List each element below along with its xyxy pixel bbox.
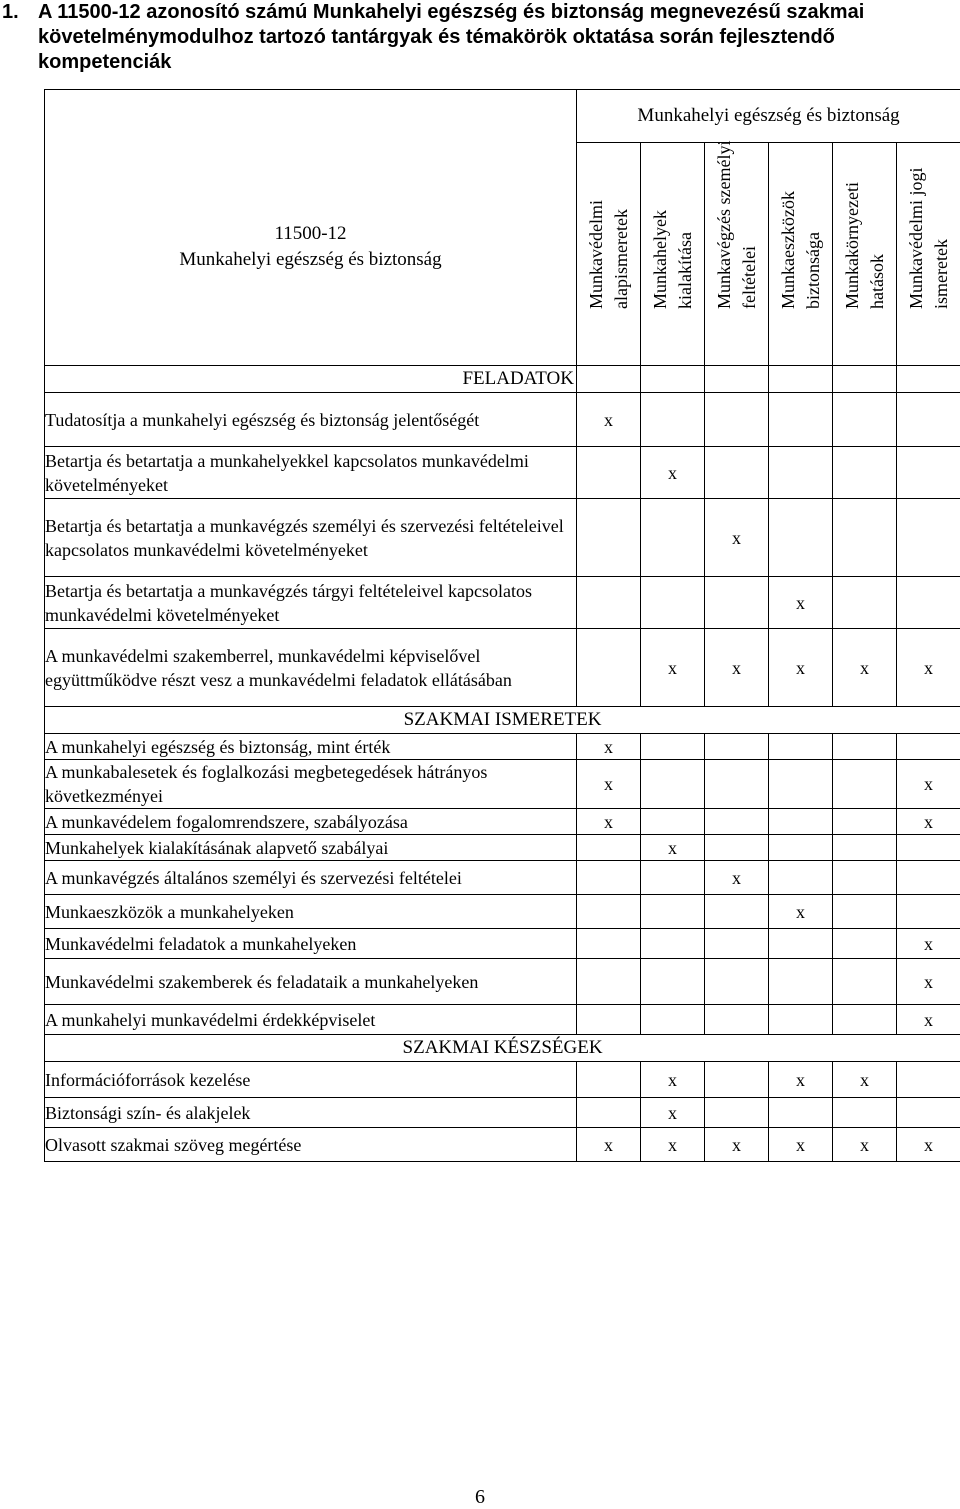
mark-cell: x (641, 1128, 705, 1162)
mark-cell (833, 447, 897, 499)
table-corner-cell (45, 90, 577, 366)
mark-cell: x (769, 629, 833, 707)
section-header-row (45, 707, 960, 734)
mark-cell (897, 861, 960, 895)
table-row (45, 895, 960, 929)
mark-cell (577, 1062, 641, 1098)
empty-cell (577, 366, 641, 393)
table-row (45, 577, 960, 629)
row-label: A munkabalesetek és foglalkozási megbetegedések hátrányos következményei (45, 760, 577, 809)
table-row (45, 734, 960, 760)
table-row (45, 1098, 960, 1128)
row-label: A munkavédelem fogalomrendszere, szabályozása (45, 809, 577, 835)
column-header-line: Munkahelyek (649, 210, 670, 309)
mark-cell (577, 1098, 641, 1128)
mark-cell (833, 393, 897, 447)
mark-cell (577, 895, 641, 929)
mark-cell (769, 959, 833, 1005)
column-header (897, 143, 960, 366)
mark-cell (641, 861, 705, 895)
column-header (577, 143, 641, 366)
mark-cell (705, 577, 769, 629)
mark-cell (833, 929, 897, 959)
row-label: A munkahelyi munkavédelmi érdekképviselet (45, 1005, 577, 1035)
row-label: Betartja és betartatja a munkavégzés tárgyi feltételeivel kapcsolatos munkavédelmi követelményeket (45, 577, 577, 629)
mark-cell (577, 861, 641, 895)
mark-cell: x (641, 447, 705, 499)
mark-cell (705, 809, 769, 835)
section-header-row (45, 366, 960, 393)
table-group-header-row (45, 90, 960, 143)
mark-cell (897, 393, 960, 447)
empty-cell (833, 366, 897, 393)
mark-cell (769, 734, 833, 760)
column-header (705, 140, 769, 366)
mark-cell: x (897, 929, 960, 959)
table-row (45, 929, 960, 959)
mark-cell (769, 499, 833, 577)
mark-cell: x (641, 629, 705, 707)
table-row (45, 835, 960, 861)
mark-cell: x (769, 1062, 833, 1098)
section-header-row (45, 1035, 960, 1062)
mark-cell (641, 895, 705, 929)
mark-cell (833, 895, 897, 929)
mark-cell: x (833, 1128, 897, 1162)
column-header (769, 143, 833, 366)
mark-cell (833, 1005, 897, 1035)
mark-cell (577, 929, 641, 959)
empty-cell (641, 366, 705, 393)
mark-cell (769, 1005, 833, 1035)
column-header-line: kialakítása (674, 232, 695, 309)
empty-cell (897, 366, 960, 393)
column-header-text (904, 168, 954, 309)
row-label: Információforrások kezelése (45, 1062, 577, 1098)
mark-cell (641, 929, 705, 959)
mark-cell: x (769, 895, 833, 929)
mark-cell (705, 929, 769, 959)
mark-cell (577, 499, 641, 577)
mark-cell (897, 1062, 960, 1098)
column-header-text (776, 191, 826, 309)
mark-cell (769, 447, 833, 499)
mark-cell: x (833, 1062, 897, 1098)
mark-cell: x (897, 1005, 960, 1035)
table-row (45, 393, 960, 447)
mark-cell: x (577, 809, 641, 835)
mark-cell (705, 1005, 769, 1035)
row-label: Munkaeszközök a munkahelyeken (45, 895, 577, 929)
mark-cell (641, 499, 705, 577)
subject-group-header: Munkahelyi egészség és biztonság (577, 90, 960, 143)
empty-cell (769, 366, 833, 393)
mark-cell (833, 959, 897, 1005)
mark-cell: x (769, 577, 833, 629)
mark-cell (897, 835, 960, 861)
column-header-line: feltételei (738, 246, 759, 309)
mark-cell (897, 1098, 960, 1128)
table-row (45, 1128, 960, 1162)
row-label: A munkahelyi egészség és biztonság, mint érték (45, 734, 577, 760)
mark-cell (833, 1098, 897, 1128)
column-header-line: Munkavédelmi (585, 200, 606, 309)
row-label: Betartja és betartatja a munkahelyekkel kapcsolatos munkavédelmi követelményeket (45, 447, 577, 499)
mark-cell (833, 861, 897, 895)
mark-cell (641, 1005, 705, 1035)
mark-cell (577, 577, 641, 629)
module-name: Munkahelyi egészség és biztonság (179, 248, 442, 270)
mark-cell: x (897, 760, 960, 809)
mark-cell (641, 809, 705, 835)
table-row (45, 499, 960, 577)
table-row (45, 629, 960, 707)
table-row (45, 809, 960, 835)
column-header-line: Munkaeszközök (777, 191, 798, 309)
row-label: Biztonsági szín- és alakjelek (45, 1098, 577, 1128)
mark-cell: x (769, 1128, 833, 1162)
mark-cell (705, 959, 769, 1005)
mark-cell: x (705, 629, 769, 707)
row-label: A munkavédelmi szakemberrel, munkavédelmi képviselővel együttműködve részt vesz a munkavédelmi feladatok ellátásában (45, 629, 577, 707)
mark-cell (769, 1098, 833, 1128)
table-row (45, 1005, 960, 1035)
row-label: Munkavédelmi feladatok a munkahelyeken (45, 929, 577, 959)
column-header-text (840, 182, 890, 309)
heading-number: 1. (2, 1, 19, 23)
mark-cell: x (641, 1098, 705, 1128)
competency-table (44, 89, 960, 1162)
mark-cell (705, 895, 769, 929)
mark-cell (641, 734, 705, 760)
mark-cell (833, 499, 897, 577)
module-id: 11500-12 (274, 222, 347, 244)
heading-text: A 11500-12 azonosító számú Munkahelyi egészség és biztonság megnevezésű szakmai követelménymodulhoz tartozó tantárgyak és témakörök oktatása során fejlesztendő kompetenciák (38, 1, 865, 73)
row-label: Munkahelyek kialakításának alapvető szabályai (45, 835, 577, 861)
mark-cell (897, 734, 960, 760)
mark-cell: x (577, 1128, 641, 1162)
empty-cell (705, 366, 769, 393)
mark-cell (641, 959, 705, 1005)
mark-cell (769, 929, 833, 959)
column-header-text (584, 200, 634, 309)
mark-cell (577, 835, 641, 861)
row-label: A munkavégzés általános személyi és szervezési feltételei (45, 861, 577, 895)
mark-cell (833, 835, 897, 861)
mark-cell (577, 1005, 641, 1035)
mark-cell (705, 1098, 769, 1128)
mark-cell (705, 760, 769, 809)
column-header-line: biztonsága (802, 232, 823, 309)
mark-cell (705, 447, 769, 499)
row-label: Betartja és betartatja a munkavégzés személyi és szervezési feltételeivel kapcsolatos munkavédelmi követelményeket (45, 499, 577, 577)
mark-cell: x (641, 835, 705, 861)
mark-cell (769, 835, 833, 861)
mark-cell (833, 760, 897, 809)
mark-cell (705, 734, 769, 760)
column-header (833, 143, 897, 366)
column-header-line: hatások (866, 254, 887, 309)
column-header-text (712, 141, 762, 309)
column-header-line: Munkavégzés személyi (713, 140, 734, 309)
mark-cell: x (705, 1128, 769, 1162)
mark-cell (705, 1062, 769, 1098)
section-title: FELADATOK (45, 366, 577, 393)
page-number: 6 (475, 1486, 485, 1508)
mark-cell: x (897, 629, 960, 707)
mark-cell: x (833, 629, 897, 707)
column-header-line: Munkakörnyezeti (841, 182, 862, 309)
mark-cell: x (577, 734, 641, 760)
mark-cell: x (705, 861, 769, 895)
mark-cell (897, 895, 960, 929)
mark-cell (897, 577, 960, 629)
table-row (45, 760, 960, 809)
table-row (45, 959, 960, 1005)
row-label: Tudatosítja a munkahelyi egészség és biztonság jelentőségét (45, 393, 577, 447)
table-row (45, 1062, 960, 1098)
column-header-line: Munkavédelmi jogi (905, 167, 926, 309)
column-header (641, 143, 705, 366)
mark-cell: x (641, 1062, 705, 1098)
mark-cell (641, 760, 705, 809)
mark-cell (769, 393, 833, 447)
table-row (45, 861, 960, 895)
mark-cell (769, 809, 833, 835)
table-row (45, 447, 960, 499)
section-title: SZAKMAI ISMERETEK (45, 707, 960, 734)
mark-cell: x (577, 760, 641, 809)
mark-cell (833, 577, 897, 629)
mark-cell: x (577, 393, 641, 447)
section-title: SZAKMAI KÉSZSÉGEK (45, 1035, 960, 1062)
mark-cell: x (897, 809, 960, 835)
mark-cell (577, 629, 641, 707)
mark-cell (897, 447, 960, 499)
mark-cell (833, 809, 897, 835)
mark-cell (769, 760, 833, 809)
column-header-line: alapismeretek (610, 209, 631, 309)
row-label: Olvasott szakmai szöveg megértése (45, 1128, 577, 1162)
mark-cell (705, 835, 769, 861)
mark-cell: x (897, 1128, 960, 1162)
mark-cell: x (897, 959, 960, 1005)
row-label: Munkavédelmi szakemberek és feladataik a munkahelyeken (45, 959, 577, 1005)
mark-cell (769, 861, 833, 895)
mark-cell (833, 734, 897, 760)
column-header-text (648, 210, 698, 309)
mark-cell (705, 393, 769, 447)
mark-cell: x (705, 499, 769, 577)
mark-cell (577, 447, 641, 499)
mark-cell (577, 959, 641, 1005)
mark-cell (641, 577, 705, 629)
mark-cell (897, 499, 960, 577)
mark-cell (641, 393, 705, 447)
column-header-line: ismeretek (930, 239, 951, 309)
